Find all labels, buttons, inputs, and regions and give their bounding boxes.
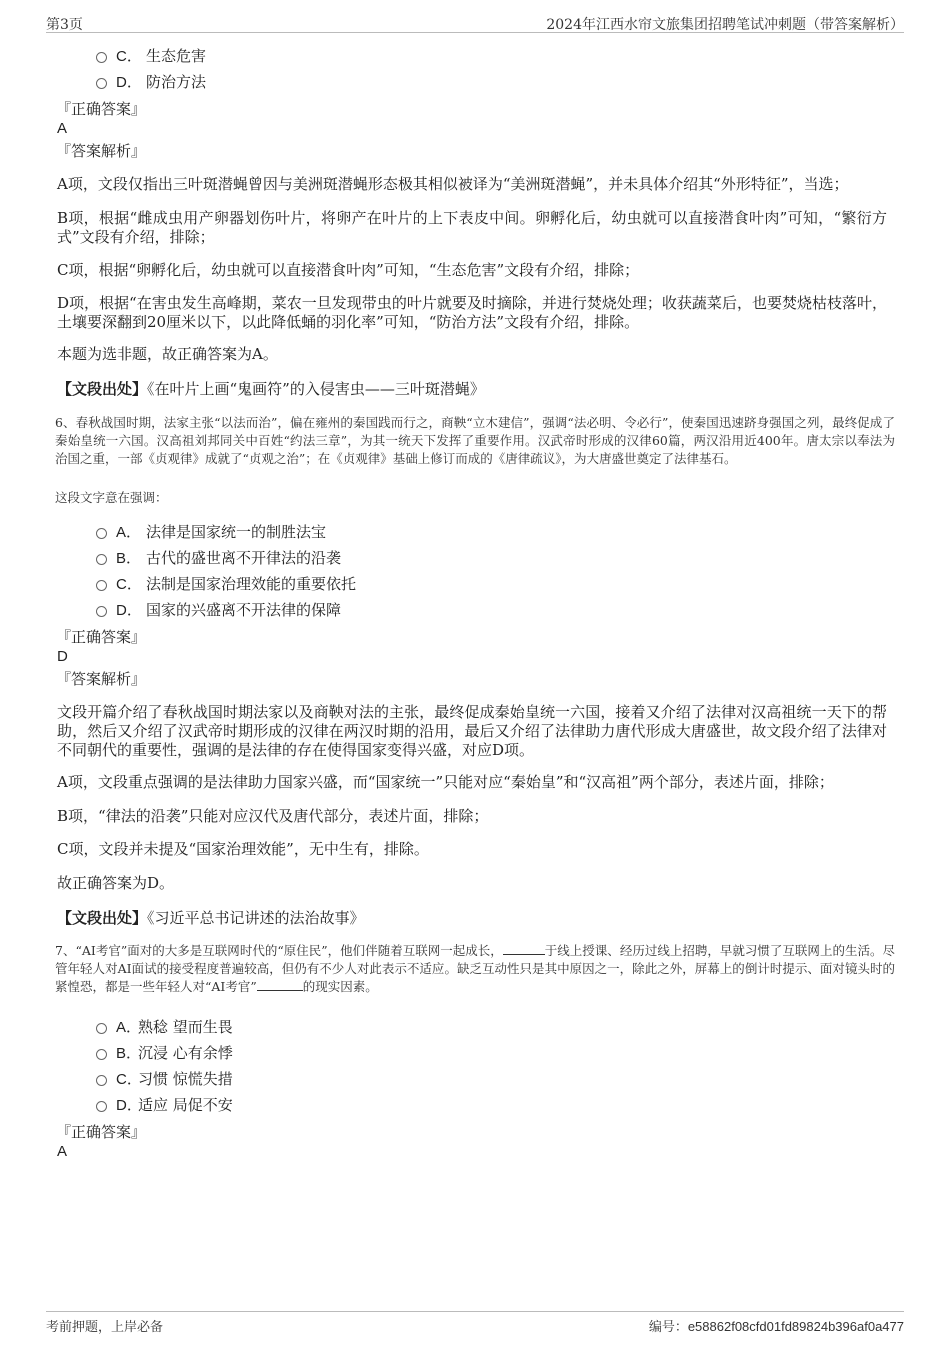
q6-stem: 这段文字意在强调：: [55, 490, 168, 505]
radio-icon[interactable]: [96, 52, 107, 63]
document-id: 编号：e58862f08cfd01fd89824b396af0a477: [648, 1319, 904, 1334]
q7-correct-answer-label: 『正确答案』: [56, 1123, 147, 1141]
q7-question: 7、“AI考官”面对的大多是互联网时代的“原住民”，他们伴随着互联网一起成长， 于线上授课、经历过线上招聘，早就习惯了互联网上的生活。尽管年轻人对AI面试的接受程度普遍较高，但仍有不少人对此表示不适应。缺乏互动性只是其中原因之一，除此之外，屏幕上的倒计时提示、面对镜头时的紧惶恐，都是一些年轻人对“AI考官” 的现实因素。: [55, 943, 895, 994]
q5-answer: A: [57, 120, 68, 137]
radio-icon[interactable]: [96, 528, 107, 539]
q5-analysis-d: D项，根据“在害虫发生高峰期，菜农一旦发现带虫的叶片就要及时摘除，并进行焚烧处理；收获蔬菜后，也要焚烧枯枝落叶，土壤要深翻到20厘米以下，以此降低蛹的羽化率”可知，“防治方法”文段有介绍，排除。: [57, 294, 887, 331]
radio-icon[interactable]: [96, 1101, 107, 1112]
q5-conclusion: 本题为选非题，故正确答案为A。: [57, 345, 278, 363]
q5-option-c[interactable]: C． 生态危害: [96, 45, 206, 67]
q6-option-b[interactable]: B． 古代的盛世离不开律法的沿袭: [96, 547, 341, 569]
q6-analysis-main: 文段开篇介绍了春秋战国时期法家以及商鞅对法的主张，最终促成秦始皇统一六国，接着又介绍了法律对汉高祖统一天下的帮助，然后又介绍了汉武帝时期形成的汉律在两汉时期的沿用，最后又介绍了法律助力唐代形成大唐盛世，故文段介绍了法律对不同朝代的重要性，强调的是法律的存在使得国家变得兴盛，对应D项。: [57, 703, 887, 759]
q7-option-a[interactable]: A．熟稔 望而生畏: [96, 1016, 233, 1038]
document-title: 2024年江西水帘文旅集团招聘笔试冲刺题（带答案解析）: [546, 17, 904, 33]
q6-analysis-a: A项，文段重点强调的是法律助力国家兴盛，而“国家统一”只能对应“秦始皇”和“汉高祖”两个部分，表述片面，排除；: [57, 773, 834, 791]
q6-option-c[interactable]: C． 法制是国家治理效能的重要依托: [96, 573, 356, 595]
q7-option-c[interactable]: C．习惯 惊慌失措: [96, 1068, 233, 1090]
radio-icon[interactable]: [96, 1049, 107, 1060]
footer-slogan: 考前押题，上岸必备: [46, 1320, 164, 1335]
q5-analysis-b: B项，根据“雌成虫用产卵器划伤叶片，将卵产在叶片的上下表皮中间。卵孵化后，幼虫就可以直接潜食叶肉”可知，“繁衍方式”文段有介绍，排除；: [57, 209, 887, 246]
q6-source: 【文段出处】《习近平总书记讲述的法治故事》: [57, 909, 365, 927]
page-header: [46, 12, 904, 33]
radio-icon[interactable]: [96, 1023, 107, 1034]
q5-option-d[interactable]: D． 防治方法: [96, 71, 206, 93]
fill-blank-2: [257, 978, 303, 991]
q5-analysis-a: A项，文段仅指出三叶斑潜蝇曾因与美洲斑潜蝇形态极其相似被译为“美洲斑潜蝇”，并未具体介绍其“外形特征”，当选；: [57, 175, 849, 193]
q6-option-a[interactable]: A． 法律是国家统一的制胜法宝: [96, 521, 326, 543]
radio-icon[interactable]: [96, 1075, 107, 1086]
q7-option-b[interactable]: B．沉浸 心有余悸: [96, 1042, 233, 1064]
radio-icon[interactable]: [96, 554, 107, 565]
q6-question: 6、春秋战国时期，法家主张“以法而治”，偏在雍州的秦国践而行之，商鞅“立木建信”，强调“法必明、令必行”，使秦国迅速跻身强国之列，最终促成了秦始皇统一六国。汉高祖刘邦同关中百姓“约法三章”，为其一统天下发挥了重要作用。汉武帝时形成的汉律60篇，两汉沿用近400年。唐太宗以奉法为治国之重，一部《贞观律》成就了“贞观之治”；在《贞观律》基础上修订而成的《唐律疏议》，为大唐盛世奠定了法律基石。: [55, 415, 895, 466]
q5-analysis-label: 『答案解析』: [56, 142, 147, 160]
q5-source: 【文段出处】《在叶片上画“鬼画符”的入侵害虫——三叶斑潜蝇》: [57, 380, 485, 398]
q6-analysis-c: C项，文段并未提及“国家治理效能”，无中生有，排除。: [57, 840, 429, 858]
q5-analysis-c: C项，根据“卵孵化后，幼虫就可以直接潜食叶肉”可知，“生态危害”文段有介绍，排除；: [57, 261, 640, 279]
q6-analysis-label: 『答案解析』: [56, 670, 147, 688]
q7-answer: A: [57, 1143, 68, 1160]
page-number: 第3页: [46, 17, 83, 33]
q7-option-d[interactable]: D．适应 局促不安: [96, 1094, 233, 1116]
q6-analysis-b: B项，“律法的沿袭”只能对应汉代及唐代部分，表述片面，排除；: [57, 807, 489, 825]
radio-icon[interactable]: [96, 606, 107, 617]
q5-correct-answer-label: 『正确答案』: [56, 100, 147, 118]
q6-answer: D: [57, 648, 68, 665]
radio-icon[interactable]: [96, 580, 107, 591]
page-footer: [46, 1311, 904, 1336]
q6-conclusion: 故正确答案为D。: [57, 874, 175, 892]
q6-option-d[interactable]: D． 国家的兴盛离不开法律的保障: [96, 599, 341, 621]
fill-blank-1: [503, 942, 545, 955]
q6-correct-answer-label: 『正确答案』: [56, 628, 147, 646]
radio-icon[interactable]: [96, 78, 107, 89]
